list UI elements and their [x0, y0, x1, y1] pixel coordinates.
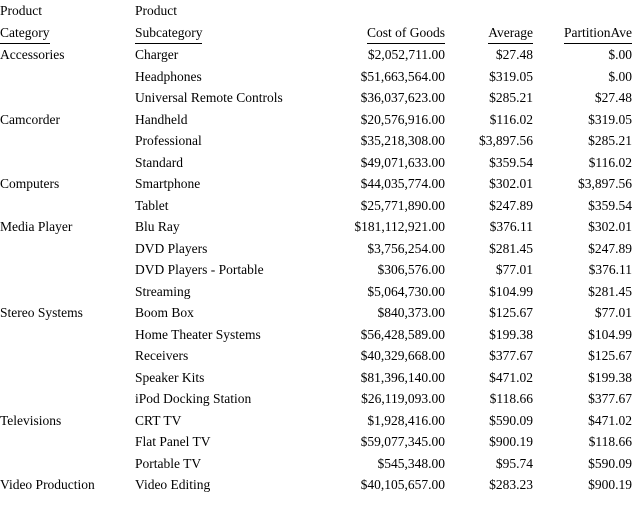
column-header-product-subcategory-line1: Product [135, 3, 177, 18]
cell-average: $118.66 [489, 391, 533, 406]
cell-partition-average: $377.67 [588, 391, 632, 406]
cell-average: $283.23 [489, 477, 533, 492]
cell-partition-average: $247.89 [588, 240, 632, 256]
cell-partition-average: $116.02 [588, 154, 632, 170]
table-row [0, 195, 632, 217]
cell-product-subcategory: Standard [135, 154, 183, 170]
column-header-product-category-line2: Category [0, 22, 50, 45]
table-row [0, 302, 632, 324]
cell-cost-of-goods: $40,329,668.00 [360, 348, 445, 363]
cell-cost-of-goods: $56,428,589.00 [360, 326, 445, 342]
cell-product-subcategory: DVD Players - Portable [135, 262, 264, 277]
cell-cost-of-goods: $306,576.00 [377, 262, 445, 277]
cell-partition-average: $125.67 [588, 348, 632, 363]
cell-partition-average: $302.01 [588, 219, 632, 234]
cell-product-subcategory: Smartphone [135, 176, 201, 191]
cell-partition-average: $281.45 [588, 283, 632, 299]
column-header-product-category-line1: Product [0, 3, 42, 18]
cell-cost-of-goods: $2,052,711.00 [367, 47, 445, 62]
cell-product-category [0, 152, 135, 174]
cell-partition-average: $359.54 [588, 197, 632, 213]
cell-average: $3,897.56 [479, 133, 533, 148]
cell-average: $377.67 [489, 348, 533, 363]
cell-average: $104.99 [489, 283, 533, 299]
table-row [0, 44, 632, 66]
table-header-row [0, 0, 632, 44]
cell-product-subcategory: iPod Docking Station [135, 391, 252, 406]
table-row [0, 216, 632, 238]
table-row [0, 173, 632, 195]
cell-average: $302.01 [489, 176, 533, 191]
cell-cost-of-goods: $44,035,774.00 [360, 176, 445, 191]
column-header-partition-average-label: PartitionAve [564, 22, 632, 45]
cell-average: $285.21 [489, 90, 533, 105]
cell-average: $199.38 [489, 326, 533, 342]
table-row [0, 474, 632, 496]
cell-average: $900.19 [489, 434, 533, 449]
cell-partition-average: $471.02 [588, 412, 632, 428]
cell-product-category [0, 324, 135, 346]
table-row [0, 87, 632, 109]
column-header-product-subcategory [135, 0, 329, 44]
cell-cost-of-goods: $1,928,416.00 [367, 412, 445, 428]
table-row [0, 345, 632, 367]
cell-product-subcategory: Universal Remote Controls [135, 90, 283, 105]
cell-partition-average: $319.05 [588, 111, 632, 127]
cell-product-category [0, 66, 135, 88]
cell-product-subcategory: Streaming [135, 283, 191, 299]
cell-product-category: Computers [0, 176, 60, 191]
cell-cost-of-goods: $36,037,623.00 [360, 90, 445, 105]
table-row [0, 130, 632, 152]
cell-average: $471.02 [489, 369, 533, 385]
cell-cost-of-goods: $181,112,921.00 [354, 219, 445, 234]
cell-cost-of-goods: $49,071,633.00 [360, 154, 445, 170]
cell-partition-average: $104.99 [588, 326, 632, 342]
column-header-average [445, 0, 533, 44]
cell-partition-average: $3,897.56 [578, 176, 632, 191]
table-row [0, 259, 632, 281]
cell-partition-average: $.00 [608, 68, 632, 84]
cell-partition-average: $118.66 [588, 434, 632, 449]
column-header-product-category [0, 0, 135, 44]
cell-average: $95.74 [495, 455, 533, 471]
cell-cost-of-goods: $40,105,657.00 [360, 477, 445, 492]
column-header-cost-of-goods [329, 0, 445, 44]
table-row [0, 66, 632, 88]
cell-cost-of-goods: $59,077,345.00 [360, 434, 445, 449]
cell-product-category [0, 130, 135, 152]
cell-average: $116.02 [489, 111, 533, 127]
cell-product-subcategory: Charger [135, 47, 179, 62]
cell-product-category [0, 345, 135, 367]
cell-product-category [0, 388, 135, 410]
cell-partition-average: $.00 [608, 47, 632, 62]
cell-product-category: Media Player [0, 219, 73, 234]
table-row [0, 109, 632, 131]
cell-partition-average: $27.48 [594, 90, 632, 105]
cell-product-subcategory: DVD Players [135, 240, 208, 256]
cell-average: $281.45 [489, 240, 533, 256]
cell-product-subcategory: Receivers [135, 348, 189, 363]
table-row [0, 281, 632, 303]
column-header-cost-of-goods-label: Cost of Goods [367, 22, 445, 45]
cell-cost-of-goods: $25,771,890.00 [360, 197, 445, 213]
cell-average: $27.48 [495, 47, 533, 62]
cell-cost-of-goods: $3,756,254.00 [367, 240, 445, 256]
cell-cost-of-goods: $35,218,308.00 [360, 133, 445, 148]
cell-average: $125.67 [489, 305, 533, 320]
table-row [0, 367, 632, 389]
table-row [0, 453, 632, 475]
cell-product-category: Stereo Systems [0, 305, 83, 320]
cell-average: $359.54 [489, 154, 533, 170]
column-header-partition-average [533, 0, 632, 44]
cell-product-category [0, 453, 135, 475]
cell-cost-of-goods: $545,348.00 [377, 455, 445, 471]
cell-cost-of-goods: $840,373.00 [377, 305, 445, 320]
cell-partition-average: $199.38 [588, 369, 632, 385]
cell-product-subcategory: Boom Box [135, 305, 194, 320]
cell-product-category: Video Production [0, 477, 95, 492]
table-row [0, 388, 632, 410]
cell-product-category: Camcorder [0, 111, 60, 127]
cell-product-subcategory: Handheld [135, 111, 188, 127]
column-header-average-label: Average [488, 22, 533, 45]
cell-product-category [0, 367, 135, 389]
cell-average: $247.89 [489, 197, 533, 213]
cell-partition-average: $590.09 [588, 455, 632, 471]
cell-cost-of-goods: $51,663,564.00 [360, 68, 445, 84]
cell-cost-of-goods: $26,119,093.00 [361, 391, 445, 406]
cell-product-category [0, 259, 135, 281]
table-body [0, 44, 632, 496]
cell-cost-of-goods: $20,576,916.00 [360, 111, 445, 127]
cell-product-category [0, 281, 135, 303]
cell-product-subcategory: Home Theater Systems [135, 326, 261, 342]
cell-cost-of-goods: $81,396,140.00 [360, 369, 445, 385]
cell-product-subcategory: CRT TV [135, 412, 182, 428]
cell-product-category [0, 431, 135, 453]
cell-product-subcategory: Headphones [135, 68, 202, 84]
cell-product-category: Accessories [0, 47, 65, 62]
cell-product-subcategory: Tablet [135, 197, 169, 213]
cell-partition-average: $376.11 [588, 262, 632, 277]
table-row [0, 431, 632, 453]
table-row [0, 324, 632, 346]
cell-product-subcategory: Video Editing [135, 477, 211, 492]
table-row [0, 152, 632, 174]
cell-average: $376.11 [489, 219, 533, 234]
cell-product-category [0, 87, 135, 109]
cell-partition-average: $77.01 [594, 305, 632, 320]
cell-product-subcategory: Speaker Kits [135, 369, 205, 385]
cell-product-subcategory: Flat Panel TV [135, 434, 211, 449]
cell-average: $590.09 [489, 412, 533, 428]
cell-product-category [0, 195, 135, 217]
cell-cost-of-goods: $5,064,730.00 [367, 283, 445, 299]
column-header-product-subcategory-line2: Subcategory [135, 22, 202, 45]
cell-product-subcategory: Portable TV [135, 455, 202, 471]
cell-partition-average: $285.21 [588, 133, 632, 148]
cell-average: $319.05 [489, 68, 533, 84]
table-row [0, 238, 632, 260]
cell-product-category: Televisions [0, 412, 62, 428]
cell-partition-average: $900.19 [588, 477, 632, 492]
cell-average: $77.01 [495, 262, 533, 277]
cell-product-category [0, 238, 135, 260]
cell-product-subcategory: Blu Ray [135, 219, 180, 234]
cell-product-subcategory: Professional [135, 133, 202, 148]
table-header [0, 0, 632, 44]
table-row [0, 410, 632, 432]
